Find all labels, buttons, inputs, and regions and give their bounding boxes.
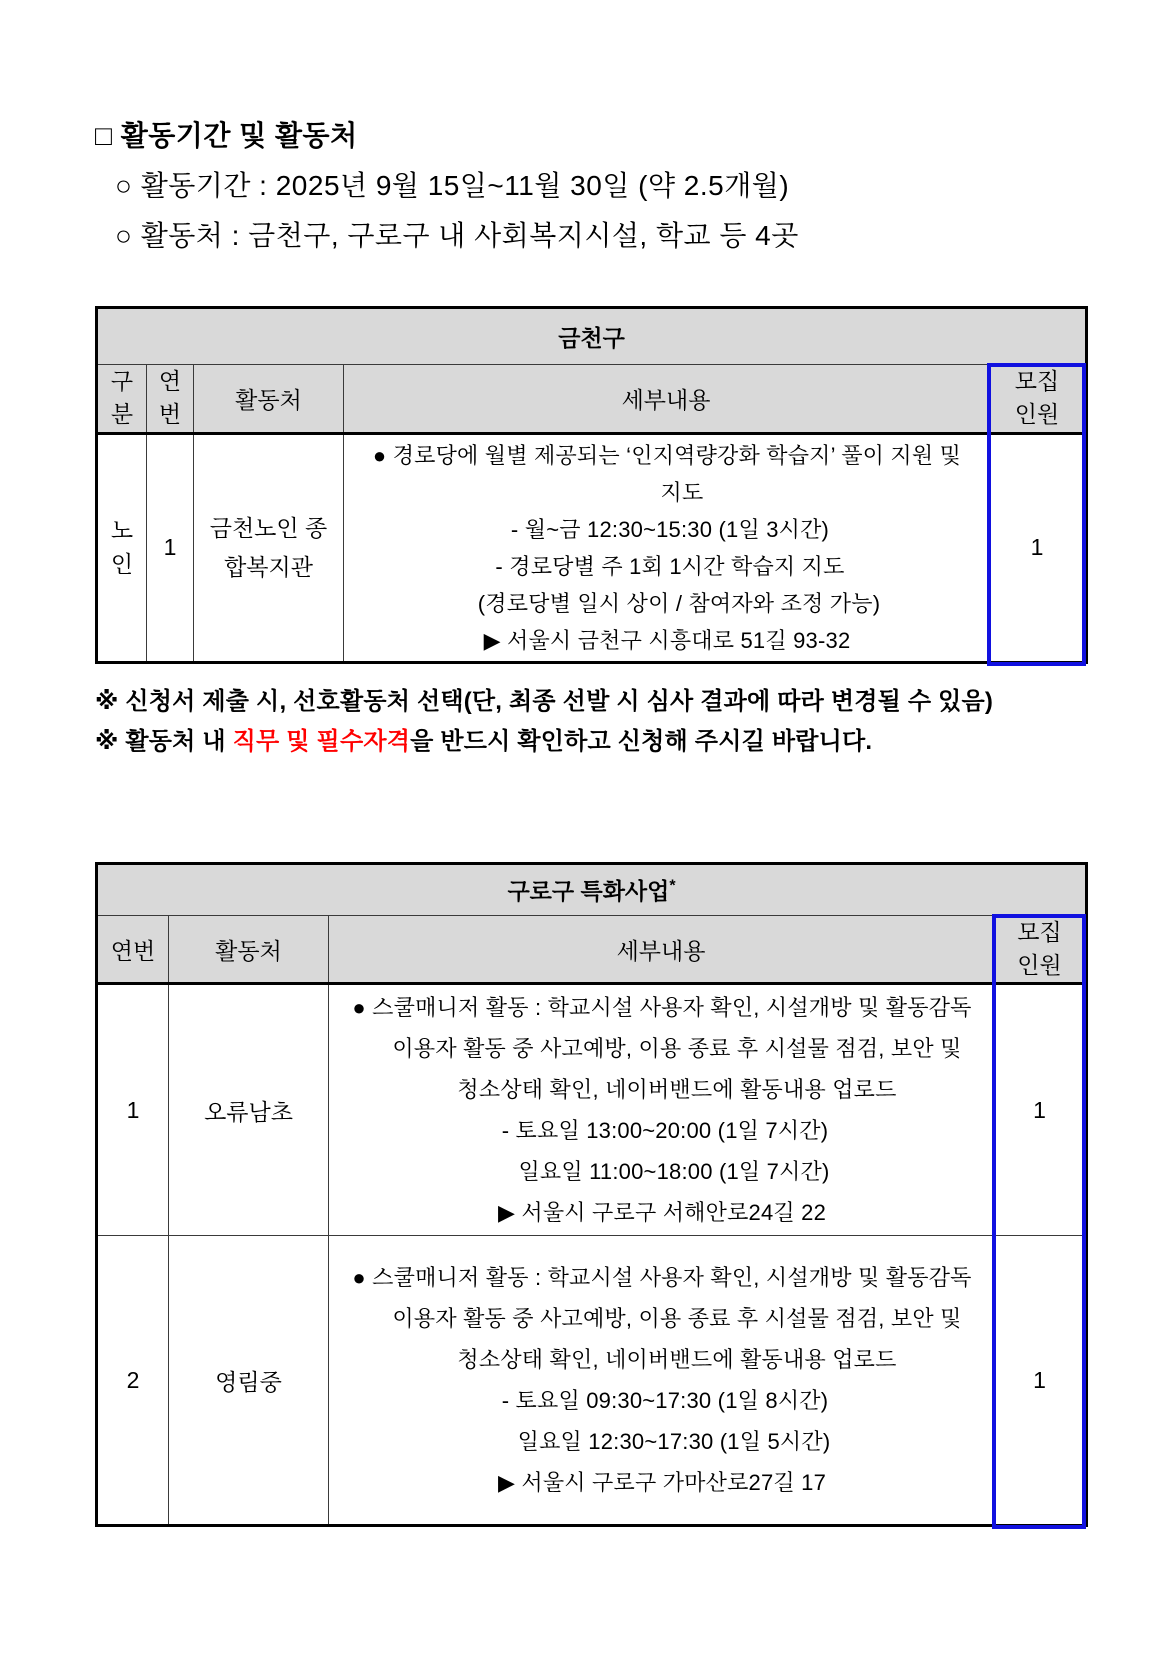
cell-number: 1 bbox=[97, 984, 169, 1236]
detail-line: ● 스쿨매니저 활동 : 학교시설 사용자 확인, 시설개방 및 활동감독 bbox=[352, 995, 972, 1021]
detail-line: - 토요일 09:30~17:30 (1일 8시간) bbox=[501, 1388, 829, 1414]
cell-category-label: 노인 bbox=[110, 517, 134, 577]
geumcheon-header-row bbox=[97, 365, 1087, 434]
geumcheon-table-wrap bbox=[95, 306, 1085, 664]
col-header-place: 활동처 bbox=[194, 365, 344, 434]
cell-place: 오류남초 bbox=[169, 984, 329, 1236]
detail-line: - 월~금 12:30~15:30 (1일 3시간) bbox=[510, 516, 830, 542]
detail-line: 청소상태 확인, 네이버밴드에 활동내용 업로드 bbox=[457, 1077, 897, 1103]
col-header-recruit-label: 모집인원 bbox=[1014, 368, 1060, 428]
detail-line: - 토요일 13:00~20:00 (1일 7시간) bbox=[501, 1118, 829, 1144]
guro-data-row-1 bbox=[97, 984, 1087, 1236]
detail-line: - 경로당별 주 1회 1시간 학습지 지도 bbox=[495, 553, 845, 579]
col-header-details: 세부내용 bbox=[344, 365, 989, 434]
cell-details bbox=[329, 1236, 994, 1526]
cell-number: 1 bbox=[147, 433, 194, 662]
guro-table-title-asterisk: * bbox=[669, 877, 676, 895]
cell-category bbox=[97, 433, 147, 662]
cell-recruit-count: 1 bbox=[989, 433, 1087, 662]
notes-block bbox=[95, 682, 1090, 762]
col-header-category bbox=[97, 365, 147, 434]
cell-details bbox=[344, 433, 989, 662]
cell-recruit-count: 1 bbox=[994, 984, 1087, 1236]
col-header-details: 세부내용 bbox=[329, 915, 994, 984]
geumcheon-table-title: 금천구 bbox=[97, 308, 1087, 365]
col-header-recruit-label: 모집인원 bbox=[1017, 918, 1062, 979]
guro-table-title bbox=[97, 863, 1087, 915]
guro-table-title-text: 구로구 특화사업 bbox=[507, 878, 670, 905]
note-required-qualification bbox=[95, 722, 1090, 762]
cell-details bbox=[329, 984, 994, 1236]
section-title: □ 활동기간 및 활동처 bbox=[95, 120, 358, 151]
col-header-recruit bbox=[989, 365, 1087, 434]
col-header-number: 연번 bbox=[97, 915, 169, 984]
detail-line: 이용자 활동 중 사고예방, 이용 종료 후 시설물 점검, 보안 및 bbox=[392, 1306, 962, 1332]
geumcheon-title-row bbox=[97, 308, 1087, 365]
detail-line: 지도 bbox=[660, 479, 704, 505]
detail-line: 청소상태 확인, 네이버밴드에 활동내용 업로드 bbox=[457, 1347, 897, 1373]
cell-recruit-count: 1 bbox=[994, 1236, 1087, 1526]
guro-title-row bbox=[97, 863, 1087, 915]
detail-line-address: ▶ 서울시 구로구 가마산로27길 17 bbox=[497, 1470, 827, 1496]
note2-prefix: ※ 활동처 내 bbox=[95, 727, 233, 755]
guro-data-row-2 bbox=[97, 1236, 1087, 1526]
cell-number: 2 bbox=[97, 1236, 169, 1526]
geumcheon-data-row bbox=[97, 433, 1087, 662]
guro-table-wrap bbox=[95, 862, 1085, 1528]
geumcheon-table bbox=[95, 306, 1088, 664]
note2-highlight: 직무 및 필수자격 bbox=[232, 727, 411, 755]
detail-line-address: ▶ 서울시 금천구 시흥대로 51길 93-32 bbox=[483, 627, 851, 653]
note2-suffix: 을 반드시 확인하고 신청해 주시길 바랍니다. bbox=[410, 727, 873, 755]
detail-line-address: ▶ 서울시 구로구 서해안로24길 22 bbox=[497, 1200, 827, 1226]
guro-table bbox=[95, 862, 1088, 1528]
activity-period-line: ○ 활동기간 : 2025년 9월 15일~11월 30일 (약 2.5개월) bbox=[115, 170, 790, 201]
heading-block bbox=[95, 118, 1090, 254]
cell-place-label: 금천노인 종합복지관 bbox=[209, 514, 328, 580]
cell-place: 영림중 bbox=[169, 1236, 329, 1526]
col-header-number-label: 연번 bbox=[158, 368, 182, 428]
col-header-place: 활동처 bbox=[169, 915, 329, 984]
detail-line: 일요일 11:00~18:00 (1일 7시간) bbox=[518, 1159, 830, 1185]
detail-line: 일요일 12:30~17:30 (1일 5시간) bbox=[517, 1429, 831, 1455]
detail-line: (경로당별 일시 상이 / 참여자와 조정 가능) bbox=[477, 590, 881, 616]
activity-places-line: ○ 활동처 : 금천구, 구로구 내 사회복지시설, 학교 등 4곳 bbox=[115, 220, 799, 251]
detail-line: ● 경로당에 월별 제공되는 ‘인지역량강화 학습지’ 풀이 지원 및 bbox=[372, 442, 962, 468]
detail-line: ● 스쿨매니저 활동 : 학교시설 사용자 확인, 시설개방 및 활동감독 bbox=[352, 1265, 972, 1291]
guro-header-row bbox=[97, 915, 1087, 984]
cell-place bbox=[194, 433, 344, 662]
col-header-recruit bbox=[994, 915, 1087, 984]
col-header-category-label: 구분 bbox=[110, 368, 134, 428]
note-preferred-place: ※ 신청서 제출 시, 선호활동처 선택(단, 최종 선발 시 심사 결과에 따라 변경될 수 있음) bbox=[95, 687, 994, 715]
detail-line: 이용자 활동 중 사고예방, 이용 종료 후 시설물 점검, 보안 및 bbox=[392, 1036, 962, 1062]
col-header-number bbox=[147, 365, 194, 434]
